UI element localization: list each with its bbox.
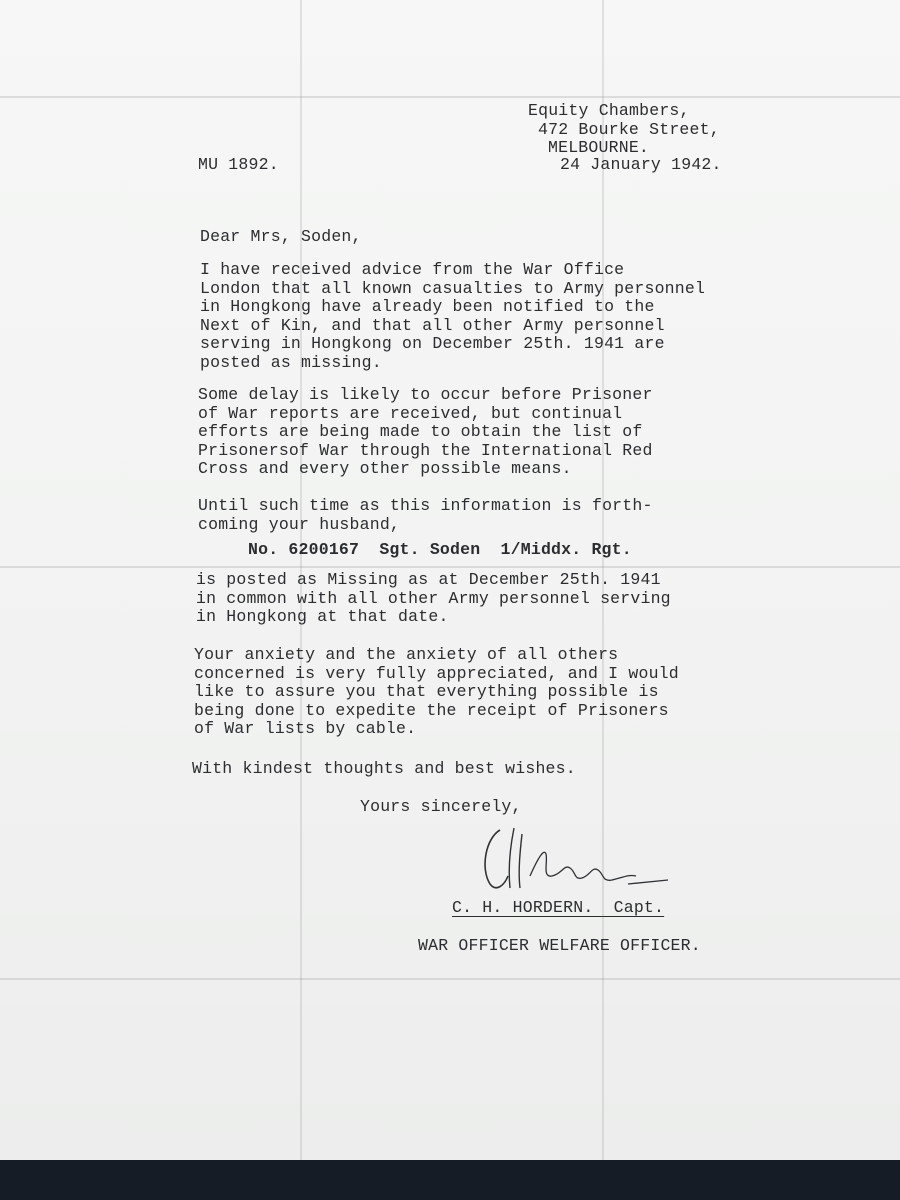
letter-date: 24 January 1942. bbox=[560, 155, 722, 174]
handwritten-signature bbox=[478, 818, 678, 898]
text-line: Your anxiety and the anxiety of all others bbox=[194, 645, 619, 664]
text-line: like to assure you that everything possible is bbox=[194, 682, 659, 702]
text-line: Until such time as this information is forth- bbox=[198, 496, 653, 515]
letterhead-address bbox=[528, 102, 720, 158]
fold-crease bbox=[0, 566, 900, 568]
text-line: in Hongkong at that date. bbox=[196, 607, 449, 627]
address-line: Equity Chambers, bbox=[528, 101, 690, 120]
text-line: Cross and every other possible means. bbox=[198, 459, 572, 479]
address-line: 472 Bourke Street, bbox=[538, 119, 720, 139]
text-line: of War lists by cable. bbox=[194, 719, 417, 739]
paragraph-5 bbox=[194, 646, 679, 739]
text-line: serving in Hongkong on December 25th. 1941 are bbox=[200, 334, 665, 354]
text-line: Next of Kin, and that all other Army personnel bbox=[200, 315, 665, 335]
background-surface bbox=[0, 1160, 900, 1200]
reference-number: MU 1892. bbox=[198, 155, 279, 174]
paragraph-2 bbox=[198, 386, 653, 479]
signatory-name: C. H. HORDERN. Capt. bbox=[452, 898, 665, 917]
closing-wishes: With kindest thoughts and best wishes. bbox=[192, 759, 576, 778]
closing-yours-sincerely: Yours sincerely, bbox=[360, 797, 522, 816]
text-line: posted as missing. bbox=[200, 352, 382, 372]
text-line: of War reports are received, but continual bbox=[198, 403, 623, 423]
text-line: Prisonersof War through the International Red bbox=[198, 440, 653, 460]
address-line: MELBOURNE. bbox=[548, 138, 650, 158]
text-line: efforts are being made to obtain the list of bbox=[198, 422, 643, 442]
text-line: London that all known casualties to Army personnel bbox=[200, 278, 706, 298]
text-line: in Hongkong have already been notified to the bbox=[200, 297, 655, 317]
paragraph-3 bbox=[198, 497, 653, 534]
text-line: I have received advice from the War Office bbox=[200, 260, 625, 279]
text-line: in common with all other Army personnel serving bbox=[196, 588, 671, 608]
soldier-details: No. 6200167 Sgt. Soden 1/Middx. Rgt. bbox=[248, 540, 632, 559]
signatory-title: WAR OFFICER WELFARE OFFICER. bbox=[418, 936, 701, 955]
text-line: Some delay is likely to occur before Prisoner bbox=[198, 385, 653, 404]
text-line: being done to expedite the receipt of Prisoners bbox=[194, 700, 669, 720]
fold-crease bbox=[0, 96, 900, 98]
paragraph-1 bbox=[200, 261, 705, 373]
fold-crease bbox=[0, 978, 900, 980]
text-line: coming your husband, bbox=[198, 514, 401, 534]
text-line: is posted as Missing as at December 25th. 1941 bbox=[196, 570, 661, 589]
salutation: Dear Mrs, Soden, bbox=[200, 227, 362, 246]
text-line: concerned is very fully appreciated, and I would bbox=[194, 663, 679, 683]
paragraph-4 bbox=[196, 571, 671, 627]
